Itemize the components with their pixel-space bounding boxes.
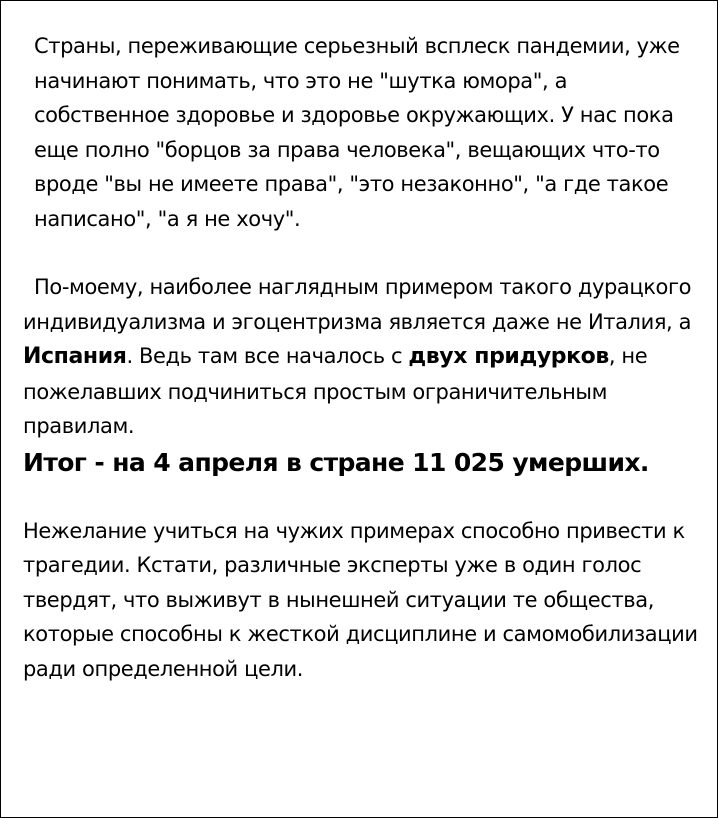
paragraph-conclusion: Нежелание учиться на чужих примерах способно привести к трагедии. Кстати, различные эксперты уже в один голос твердят, что выживут в нынешней ситуации те общества, которые способны к жесткой дисциплине и самомобилизации ради определенной цели.	[23, 518, 698, 681]
headline-total: Итог - на 4 апреля в стране 11 025 умерших.	[23, 447, 649, 477]
bold-spain: Испания	[23, 344, 127, 369]
bold-two-idiots: двух придурков	[408, 344, 609, 369]
paragraph-gap	[23, 480, 699, 514]
document-body	[23, 29, 699, 686]
paragraph-gap	[23, 236, 699, 270]
paragraph-intro: Страны, переживающие серьезный всплеск пандемии, уже начинают понимать, что это не "шутка юмора", а собственное здоровье и здоровье окружающих. У нас пока еще полно "борцов за права человека", вещающих что-то вроде "вы не имеете права", "это незаконно", "а где такое написано", "а я не хочу".	[34, 34, 680, 231]
paragraph-spain-text-2: . Ведь там все началось с	[126, 344, 409, 368]
paragraph-spain	[23, 270, 699, 444]
paragraph-spain-text-1: По-моему, наиболее наглядным примером такого дурацкого индивидуализма и эгоцентризма является даже не Италия, а	[23, 275, 692, 334]
paragraph-spain-text-3: , не пожелавших подчиниться простым ограничительным правилам.	[23, 344, 648, 438]
